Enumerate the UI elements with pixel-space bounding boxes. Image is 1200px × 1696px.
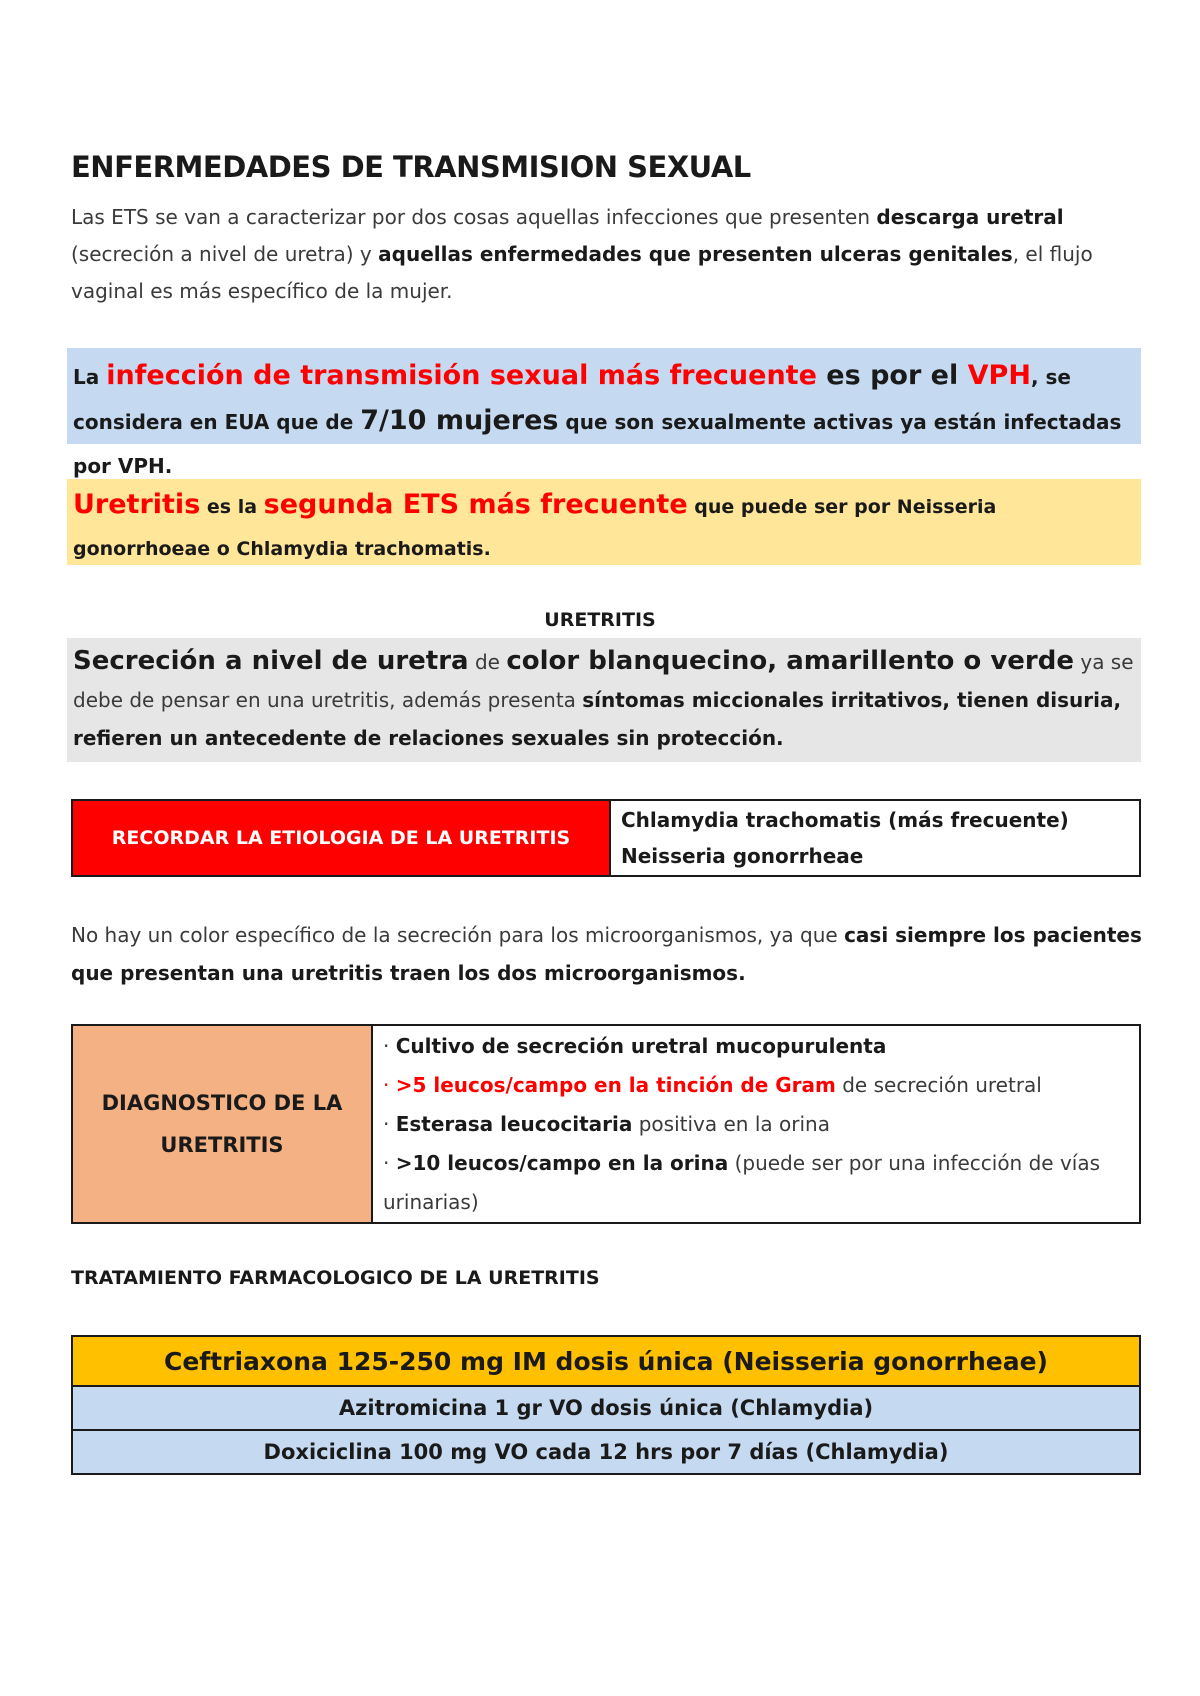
tratamiento-cell-1: Ceftriaxona 125-250 mg IM dosis única (Neisseria gonorrheae) [72,1336,1140,1386]
secrecion-text-1: de [468,650,507,674]
tratamiento-table [71,1335,1141,1475]
secrecion-green-1: color blanquecino, amarillento o verde [506,646,1074,676]
etiologia-item-2: Neisseria gonorrheae [621,844,864,868]
diagnostico-item-4-text: (puede ser por una infección de vías urinarias) [383,1150,1101,1214]
nohay-bold-1: casi siempre los pacientes que presentan una uretritis traen los dos microorganismos. [71,923,1142,985]
tratamiento-row-3 [72,1430,1140,1474]
diagnostico-item-2-text: de secreción uretral [835,1072,1042,1097]
intro-text-1: Las ETS se van a caracterizar por dos cosas aquellas infecciones que presenten [71,205,877,229]
tratamiento-row-2 [72,1386,1140,1430]
diagnostico-item-4-bold: >10 leucos/campo en la orina [395,1150,729,1175]
diagnostico-item-3 [383,1105,1129,1144]
etiologia-row [72,800,1140,876]
intro-text-3: , el flujo vaginal es más específico de la mujer. [71,242,1093,303]
bullet: · [383,1111,396,1136]
secrecion-highlight-box [67,638,1141,762]
nohay-paragraph [71,916,1151,992]
vph-text-2: es por el [816,360,968,391]
diagnostico-item-2 [383,1066,1129,1105]
etiologia-items [610,800,1140,876]
vph-text-4: que son sexualmente activas ya están infectadas por VPH. [73,410,1122,478]
diagnostico-item-2-red: >5 leucos/campo en la tinción de Gram [395,1072,836,1097]
secrecion-text-2: ya se debe de pensar en una uretritis, además presenta [73,650,1134,712]
bullet: · [383,1150,396,1175]
bullet: · [383,1072,396,1097]
diagnostico-row [72,1025,1140,1223]
diagnostico-item-1 [383,1027,1129,1066]
vph-text-1: La [73,365,107,389]
nohay-text-1: No hay un color específico de la secreción para los microorganismos, ya que [71,923,845,947]
diagnostico-table [71,1024,1141,1224]
vph-text-3: , se considera en EUA que de [73,365,1071,434]
uretritis-text-2: que puede ser por Neisseria gonorrhoeae o Chlamydia trachomatis. [73,496,997,560]
intro-bold-2: aquellas enfermedades que presenten ulceras genitales [378,242,1013,266]
tratamiento-heading: TRATAMIENTO FARMACOLOGICO DE LA URETRITIS [71,1267,600,1289]
uretritis-highlight-box [67,479,1141,565]
secrecion-bold-1: Secreción a nivel de uretra [73,646,469,676]
diagnostico-item-4 [383,1144,1129,1222]
vph-red-2: VPH [967,360,1031,391]
tratamiento-row-1 [72,1336,1140,1386]
uretritis-text-1: es la [200,496,264,518]
diagnostico-item-1-text: Cultivo de secreción uretral mucopurulenta [395,1033,887,1058]
bullet: · [383,1033,396,1058]
tratamiento-cell-2: Azitromicina 1 gr VO dosis única (Chlamydia) [72,1386,1140,1430]
tratamiento-cell-3: Doxiciclina 100 mg VO cada 12 hrs por 7 días (Chlamydia) [72,1430,1140,1474]
vph-highlight-box [67,348,1141,478]
vph-big-1: 7/10 mujeres [360,405,559,436]
intro-text-2: (secreción a nivel de uretra) y [71,242,379,266]
secrecion-bold-2: síntomas miccionales irritativos, tienen disuria, refieren un antecedente de relaciones sexuales sin protección. [73,688,1122,750]
diagnostico-item-3-text: positiva en la orina [632,1111,830,1136]
diagnostico-label: DIAGNOSTICO DE LA URETRITIS [72,1025,372,1223]
uretritis-red-1: Uretritis [73,489,201,520]
uretritis-red-2: segunda ETS más frecuente [263,489,688,520]
uretritis-heading: URETRITIS [544,609,656,631]
intro-paragraph [71,199,1151,310]
vph-red-1: infección de transmisión sexual más frecuente [106,360,817,391]
etiologia-item-1: Chlamydia trachomatis (más frecuente) [621,808,1069,832]
intro-bold-1: descarga uretral [876,205,1064,229]
diagnostico-item-3-bold: Esterasa leucocitaria [395,1111,633,1136]
etiologia-label: RECORDAR LA ETIOLOGIA DE LA URETRITIS [72,800,610,876]
page-title: ENFERMEDADES DE TRANSMISION SEXUAL [71,150,751,184]
diagnostico-items [372,1025,1140,1223]
etiologia-table [71,799,1141,877]
